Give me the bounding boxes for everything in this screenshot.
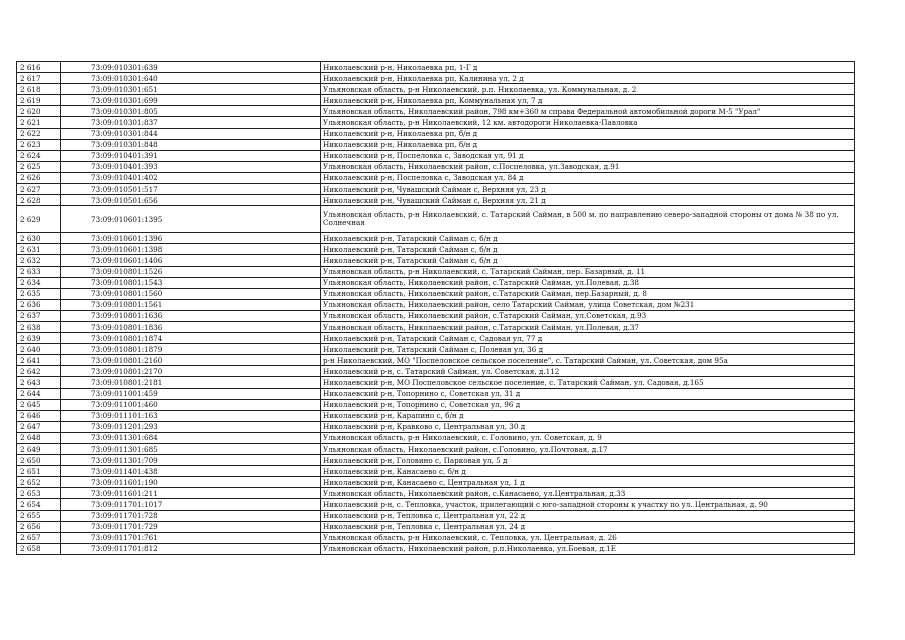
table-row	[17, 117, 855, 128]
address-cell: Ульяновская область, Николаевский район, с.Головино, ул.Почтовая, д.17	[321, 444, 855, 455]
address-cell: Николаевский р-н, Тепловка с, Центральная ул, 24 д	[321, 521, 855, 532]
table-row	[17, 488, 855, 499]
table-row	[17, 521, 855, 532]
row-number-cell: 2 617	[17, 73, 61, 84]
table-row	[17, 139, 855, 150]
cadastral-number-cell: 73:09:010301:699	[61, 95, 321, 106]
address-cell: Николаевский р-н, Николаевка рп, б/н д	[321, 128, 855, 139]
cadastral-number-cell: 73:09:010401:393	[61, 161, 321, 172]
table-row	[17, 128, 855, 139]
row-number-cell: 2 629	[17, 206, 61, 233]
row-number-cell: 2 625	[17, 161, 61, 172]
cadastral-number-cell: 73:09:011301:709	[61, 455, 321, 466]
table-row	[17, 106, 855, 117]
row-number-cell: 2 618	[17, 84, 61, 95]
cadastral-number-cell: 73:09:010801:1526	[61, 266, 321, 277]
address-cell: Ульяновская область, Николаевский район, р.п.Николаевка, ул.Боевая, д.1Е	[321, 543, 855, 554]
registry-table-body	[17, 62, 855, 555]
table-row	[17, 543, 855, 554]
table-row	[17, 195, 855, 206]
cadastral-number-cell: 73:09:011701:728	[61, 510, 321, 521]
address-cell: Николаевский р-н, Кравково с, Центральная ул, 30 д	[321, 421, 855, 432]
row-number-cell: 2 642	[17, 366, 61, 377]
address-cell: Ульяновская область, Николаевский район, с.Татарский Сайман, пер.Базарный, д. 8	[321, 288, 855, 299]
cadastral-number-cell: 73:09:010801:1543	[61, 277, 321, 288]
cadastral-number-cell: 73:09:010801:1636	[61, 310, 321, 321]
row-number-cell: 2 631	[17, 244, 61, 255]
address-cell: Николаевский р-н, Канасаево с, б/н д	[321, 466, 855, 477]
address-cell: Николаевский р-н, Чувашский Сайман с, Верхняя ул, 23 д	[321, 184, 855, 195]
row-number-cell: 2 624	[17, 150, 61, 161]
address-cell: Николаевский р-н, Николаевка рп, Коммунальная ул, 7 д	[321, 95, 855, 106]
table-row	[17, 206, 855, 233]
row-number-cell: 2 646	[17, 410, 61, 421]
cadastral-number-cell: 73:09:010501:656	[61, 195, 321, 206]
table-row	[17, 532, 855, 543]
address-cell: Николаевский р-н, Тепловка с, Центральная ул, 22 д	[321, 510, 855, 521]
cadastral-number-cell: 73:09:010801:1836	[61, 321, 321, 332]
row-number-cell: 2 616	[17, 62, 61, 73]
address-cell: Ульяновская область, р-н Николаевский, р.п. Николаевка, ул. Коммунальная, д. 2	[321, 84, 855, 95]
address-cell: Николаевский р-н, Топорнино с, Советская ул, 31 д	[321, 388, 855, 399]
cadastral-number-cell: 73:09:010801:1560	[61, 288, 321, 299]
cadastral-number-cell: 73:09:010801:1879	[61, 344, 321, 355]
cadastral-number-cell: 73:09:011701:761	[61, 532, 321, 543]
table-row	[17, 432, 855, 443]
address-cell: Ульяновская область, р-н Николаевский, с. Татарский Сайман, пер. Базарный, д. 11	[321, 266, 855, 277]
address-cell: Николаевский р-н, МО Поспеловское сельское поселение, с. Татарский Сайман, ул. Садовая, д.165	[321, 377, 855, 388]
table-row	[17, 244, 855, 255]
table-row	[17, 344, 855, 355]
cadastral-number-cell: 73:09:010301:844	[61, 128, 321, 139]
cadastral-number-cell: 73:09:010301:848	[61, 139, 321, 150]
table-row	[17, 333, 855, 344]
address-cell: Ульяновская область, Николаевский район, с.Татарский Сайман, ул.Советская, д.93	[321, 310, 855, 321]
row-number-cell: 2 634	[17, 277, 61, 288]
address-cell: Ульяновская область, р-н Николаевский, 12 км. автодороги Николаевка-Павловка	[321, 117, 855, 128]
row-number-cell: 2 656	[17, 521, 61, 532]
cadastral-number-cell: 73:09:010401:391	[61, 150, 321, 161]
row-number-cell: 2 658	[17, 543, 61, 554]
row-number-cell: 2 655	[17, 510, 61, 521]
row-number-cell: 2 621	[17, 117, 61, 128]
address-cell: Ульяновская область, р-н Николаевский, с. Татарский Сайман, в 500 м. по направлению северо-западной стороны от дома № 38 по ул. Солнечная	[321, 206, 855, 233]
row-number-cell: 2 649	[17, 444, 61, 455]
cadastral-number-cell: 73:09:010501:517	[61, 184, 321, 195]
address-cell: Николаевский р-н, Татарский Сайман с, Полевая ул, 36 д	[321, 344, 855, 355]
cadastral-number-cell: 73:09:010601:1398	[61, 244, 321, 255]
row-number-cell: 2 643	[17, 377, 61, 388]
address-cell: Николаевский р-н, Поспеловка с, Заводская ул, 91 д	[321, 150, 855, 161]
cadastral-number-cell: 73:09:010301:651	[61, 84, 321, 95]
row-number-cell: 2 627	[17, 184, 61, 195]
table-row	[17, 444, 855, 455]
cadastral-number-cell: 73:09:011301:685	[61, 444, 321, 455]
cadastral-number-cell: 73:09:010801:1561	[61, 299, 321, 310]
row-number-cell: 2 648	[17, 432, 61, 443]
address-cell: Николаевский р-н, Чувашский Сайман с, Верхняя ул, 21 д	[321, 195, 855, 206]
cadastral-number-cell: 73:09:010601:1406	[61, 255, 321, 266]
table-row	[17, 62, 855, 73]
table-row	[17, 161, 855, 172]
cadastral-number-cell: 73:09:010301:639	[61, 62, 321, 73]
address-cell: Ульяновская область, Николаевский район, 798 км+360 м справа Федеральной автомобильной дороги М-5 "Урал"	[321, 106, 855, 117]
row-number-cell: 2 644	[17, 388, 61, 399]
cadastral-number-cell: 73:09:011601:190	[61, 477, 321, 488]
table-row	[17, 366, 855, 377]
cadastral-number-cell: 73:09:011601:211	[61, 488, 321, 499]
table-row	[17, 73, 855, 84]
table-row	[17, 172, 855, 183]
cadastral-number-cell: 73:09:011701:729	[61, 521, 321, 532]
row-number-cell: 2 623	[17, 139, 61, 150]
table-row	[17, 321, 855, 332]
address-cell: Николаевский р-н, Николаевка рп, б/н д	[321, 139, 855, 150]
table-row	[17, 355, 855, 366]
cadastral-number-cell: 73:09:011201:293	[61, 421, 321, 432]
table-row	[17, 84, 855, 95]
row-number-cell: 2 645	[17, 399, 61, 410]
row-number-cell: 2 635	[17, 288, 61, 299]
row-number-cell: 2 622	[17, 128, 61, 139]
address-cell: Николаевский р-н, с. Татарский Сайман, ул. Советская, д.112	[321, 366, 855, 377]
cadastral-number-cell: 73:09:011301:684	[61, 432, 321, 443]
cadastral-number-cell: 73:09:011001:460	[61, 399, 321, 410]
row-number-cell: 2 657	[17, 532, 61, 543]
cadastral-number-cell: 73:09:010801:2181	[61, 377, 321, 388]
table-row	[17, 410, 855, 421]
row-number-cell: 2 652	[17, 477, 61, 488]
address-cell: Ульяновская область, Николаевский район, село Татарский Сайман, улица Советская, дом №231	[321, 299, 855, 310]
table-row	[17, 510, 855, 521]
table-row	[17, 233, 855, 244]
address-cell: Николаевский р-н, Николаевка рп, 1-Г д	[321, 62, 855, 73]
address-cell: Николаевский р-н, Татарский Сайман с, б/н д	[321, 233, 855, 244]
row-number-cell: 2 653	[17, 488, 61, 499]
cadastral-number-cell: 73:09:011401:438	[61, 466, 321, 477]
address-cell: Николаевский р-н, Татарский Сайман с, б/н д	[321, 255, 855, 266]
table-row	[17, 288, 855, 299]
address-cell: Николаевский р-н, Топорнино с, Советская ул, 96 д	[321, 399, 855, 410]
address-cell: Ульяновская область, Николаевский район, с.Поспеловка, ул.Заводская, д.91	[321, 161, 855, 172]
table-row	[17, 299, 855, 310]
row-number-cell: 2 647	[17, 421, 61, 432]
row-number-cell: 2 619	[17, 95, 61, 106]
address-cell: Николаевский р-н, Николаевка рп, Калинина ул, 2 д	[321, 73, 855, 84]
row-number-cell: 2 626	[17, 172, 61, 183]
cadastral-number-cell: 73:09:011701:812	[61, 543, 321, 554]
table-row	[17, 277, 855, 288]
address-cell: Николаевский р-н, с. Тепловка, участок, прилегающий с юго-западной стороны к участку по ул. Центральная, д. 90	[321, 499, 855, 510]
row-number-cell: 2 650	[17, 455, 61, 466]
table-row	[17, 255, 855, 266]
address-cell: Николаевский р-н, Татарский Сайман с, Садовая ул, 77 д	[321, 333, 855, 344]
cadastral-number-cell: 73:09:011101:163	[61, 410, 321, 421]
table-row	[17, 310, 855, 321]
cadastral-number-cell: 73:09:010401:402	[61, 172, 321, 183]
table-row	[17, 377, 855, 388]
row-number-cell: 2 637	[17, 310, 61, 321]
table-row	[17, 455, 855, 466]
row-number-cell: 2 638	[17, 321, 61, 332]
cadastral-number-cell: 73:09:011001:459	[61, 388, 321, 399]
cadastral-number-cell: 73:09:010801:2170	[61, 366, 321, 377]
cadastral-number-cell: 73:09:011701:1017	[61, 499, 321, 510]
address-cell: Николаевский р-н, Головино с, Парковая ул, 5 д	[321, 455, 855, 466]
table-row	[17, 477, 855, 488]
row-number-cell: 2 630	[17, 233, 61, 244]
table-row	[17, 184, 855, 195]
address-cell: Ульяновская область, Николаевский район, с.Татарский Сайман, ул.Полевая, д.38	[321, 277, 855, 288]
row-number-cell: 2 654	[17, 499, 61, 510]
table-row	[17, 499, 855, 510]
table-row	[17, 399, 855, 410]
cadastral-number-cell: 73:09:010801:1874	[61, 333, 321, 344]
address-cell: Ульяновская область, р-н Николаевский, с. Головино, ул. Советская, д. 9	[321, 432, 855, 443]
row-number-cell: 2 641	[17, 355, 61, 366]
row-number-cell: 2 633	[17, 266, 61, 277]
table-row	[17, 95, 855, 106]
row-number-cell: 2 651	[17, 466, 61, 477]
table-row	[17, 421, 855, 432]
row-number-cell: 2 628	[17, 195, 61, 206]
address-cell: Ульяновская область, р-н Николаевский, с. Тепловка, ул. Центральная, д. 26	[321, 532, 855, 543]
address-cell: Ульяновская область, Николаевский район, с.Татарский Сайман, ул.Полевая, д.37	[321, 321, 855, 332]
table-row	[17, 466, 855, 477]
address-cell: р-н Николаевский, МО "Поспеловское сельское поселение", с. Татарский Сайман, ул. Советская, дом 95а	[321, 355, 855, 366]
address-cell: Ульяновская область, Николаевский район, с.Канасаево, ул.Центральная, д.33	[321, 488, 855, 499]
cadastral-number-cell: 73:09:010301:805	[61, 106, 321, 117]
address-cell: Николаевский р-н, Татарский Сайман с, б/н д	[321, 244, 855, 255]
row-number-cell: 2 620	[17, 106, 61, 117]
table-row	[17, 150, 855, 161]
row-number-cell: 2 636	[17, 299, 61, 310]
cadastral-number-cell: 73:09:010301:640	[61, 73, 321, 84]
cadastral-number-cell: 73:09:010601:1395	[61, 206, 321, 233]
address-cell: Николаевский р-н, Карапино с, б/н д	[321, 410, 855, 421]
row-number-cell: 2 632	[17, 255, 61, 266]
property-registry-table	[16, 61, 855, 555]
address-cell: Николаевский р-н, Канасаево с, Центральная ул, 1 д	[321, 477, 855, 488]
row-number-cell: 2 639	[17, 333, 61, 344]
cadastral-number-cell: 73:09:010801:2160	[61, 355, 321, 366]
table-row	[17, 266, 855, 277]
address-cell: Николаевский р-н, Поспеловка с, Заводская ул, 84 д	[321, 172, 855, 183]
table-row	[17, 388, 855, 399]
row-number-cell: 2 640	[17, 344, 61, 355]
cadastral-number-cell: 73:09:010601:1396	[61, 233, 321, 244]
cadastral-number-cell: 73:09:010301:837	[61, 117, 321, 128]
